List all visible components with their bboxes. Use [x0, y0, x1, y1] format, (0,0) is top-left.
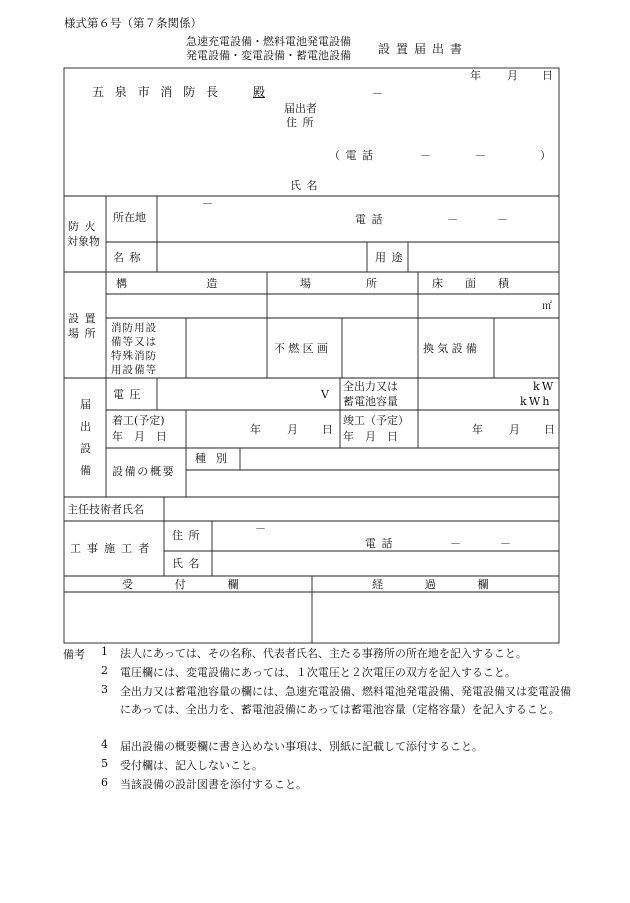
note-number: 2 [101, 664, 108, 677]
date-year-label: 年 [470, 69, 481, 82]
fire-location-label: 所在地 [113, 211, 146, 224]
equip-section-char4: 備 [80, 464, 91, 477]
notifier-name-label: 氏名 [290, 179, 323, 192]
notifier-phone-dash2: － [475, 149, 486, 162]
fire-object-label-line1: 防火 [68, 220, 101, 233]
notifier-address-label: 住所 [286, 116, 319, 129]
notifier-phone-label: （電話 [329, 149, 379, 162]
type-label: 種別 [195, 452, 237, 465]
note-text: 届出設備の概要欄に書き込めない事項は、別紙に記載して添付すること。 [120, 740, 483, 753]
postal-dash: － [372, 87, 383, 100]
reception-column-header: 受付欄 [122, 578, 281, 591]
fire-phone-dash2: － [497, 213, 508, 226]
contractor-address-dash: － [255, 522, 266, 535]
total-output-line1: 全出力又は [343, 380, 398, 393]
note-text: 受付欄は、記入しないこと。 [120, 759, 263, 772]
fire-phone-dash1: － [447, 213, 458, 226]
finish-planned-line2: 年 月 日 [343, 430, 398, 443]
fire-object-label-line2: 対象物 [67, 235, 100, 248]
note-text: 電圧欄には、変電設備にあっては、１次電圧と２次電圧の双方を記入すること。 [120, 666, 516, 679]
start-planned-line1: 着工(予定) [112, 414, 165, 427]
contractor-phone-dash1: － [450, 537, 461, 550]
start-month: 月 [287, 423, 298, 436]
progress-column-header: 経過欄 [372, 578, 531, 591]
output-unit-kw: kW [533, 380, 556, 393]
addressee-honorific: 殿 [253, 85, 266, 99]
fire-equip-line2: 備等又は [111, 336, 158, 348]
overview-label: 設備の概要 [112, 465, 176, 478]
finish-year: 年 [472, 423, 483, 436]
voltage-unit: V [321, 388, 329, 401]
note-number: 5 [101, 757, 108, 770]
total-output-line2: 蓄電池容量 [343, 395, 398, 408]
start-day: 日 [322, 423, 333, 436]
fire-equip-line1: 消防用設 [111, 322, 158, 334]
output-unit-kwh: kWh [520, 395, 552, 408]
nonflam-label: 不燃区画 [274, 342, 332, 355]
equip-section-char2: 出 [80, 420, 91, 433]
note-text: 法人にあっては、その名称、代表者氏名、主たる事務所の所在地を記入すること。 [120, 647, 527, 660]
contractor-label: 工事施工者 [70, 542, 156, 555]
date-day-label: 日 [542, 69, 553, 82]
install-label-line1: 設置 [68, 312, 101, 325]
equipment-types-line2: 発電設備・変電設備・蓄電池設備 [186, 49, 351, 62]
start-planned-line2: 年 月 日 [112, 430, 167, 443]
place-label: 場所 [300, 277, 432, 290]
fire-phone-label: 電話 [355, 213, 388, 226]
floor-area-unit: ㎡ [542, 301, 552, 312]
note-text: 全出力又は蓄電池容量の欄には、急速充電設備、燃料電池発電設備、発電設備又は変電設備にあっては、全出力を、蓄電池設備にあっては蓄電池容量（定格容量）を記入すること。 [120, 685, 571, 716]
voltage-label: 電圧 [113, 388, 146, 401]
equipment-types-line1: 急速充電設備・燃料電池発電設備 [186, 35, 351, 48]
finish-day: 日 [544, 423, 555, 436]
fire-equip-line3: 特殊消防 [111, 350, 158, 362]
fire-location-dash: － [202, 197, 213, 210]
ventilation-label: 換気設備 [423, 342, 481, 355]
finish-planned-line1: 竣工（予定） [343, 414, 409, 427]
fire-use-label: 用途 [375, 251, 408, 264]
chief-engineer-label: 主任技術者氏名 [67, 503, 144, 516]
contractor-address-label: 住所 [172, 529, 205, 542]
contractor-phone-dash2: － [500, 537, 511, 550]
notifier-phone-close: ） [540, 149, 551, 162]
contractor-phone-label: 電話 [365, 537, 398, 550]
document-title: 設置届出書 [378, 42, 469, 56]
floor-area-label: 床面積 [432, 277, 531, 290]
contractor-name-label: 氏名 [172, 557, 205, 570]
note-number: 6 [101, 776, 108, 789]
start-year: 年 [250, 423, 261, 436]
note-number: 1 [101, 645, 108, 658]
note-number: 3 [101, 683, 108, 696]
install-label-line2: 場所 [68, 327, 101, 340]
date-month-label: 月 [507, 69, 518, 82]
fire-equip-line4: 用設備等 [111, 364, 158, 376]
form-number: 様式第６号（第７条関係） [64, 16, 202, 30]
structure-label: 構造 [116, 277, 297, 290]
notifier-phone-dash1: － [420, 149, 431, 162]
addressee: 五泉市消防長 [92, 85, 229, 99]
equip-section-char3: 設 [80, 442, 91, 455]
notifier-label: 届出者 [284, 102, 317, 115]
note-number: 4 [101, 738, 108, 751]
equip-section-char1: 届 [80, 398, 91, 411]
fire-name-label: 名称 [113, 251, 146, 264]
notes-label: 備考 [63, 648, 85, 661]
note-text: 当該設備の設計図書を添付すること。 [120, 778, 307, 791]
finish-month: 月 [509, 423, 520, 436]
